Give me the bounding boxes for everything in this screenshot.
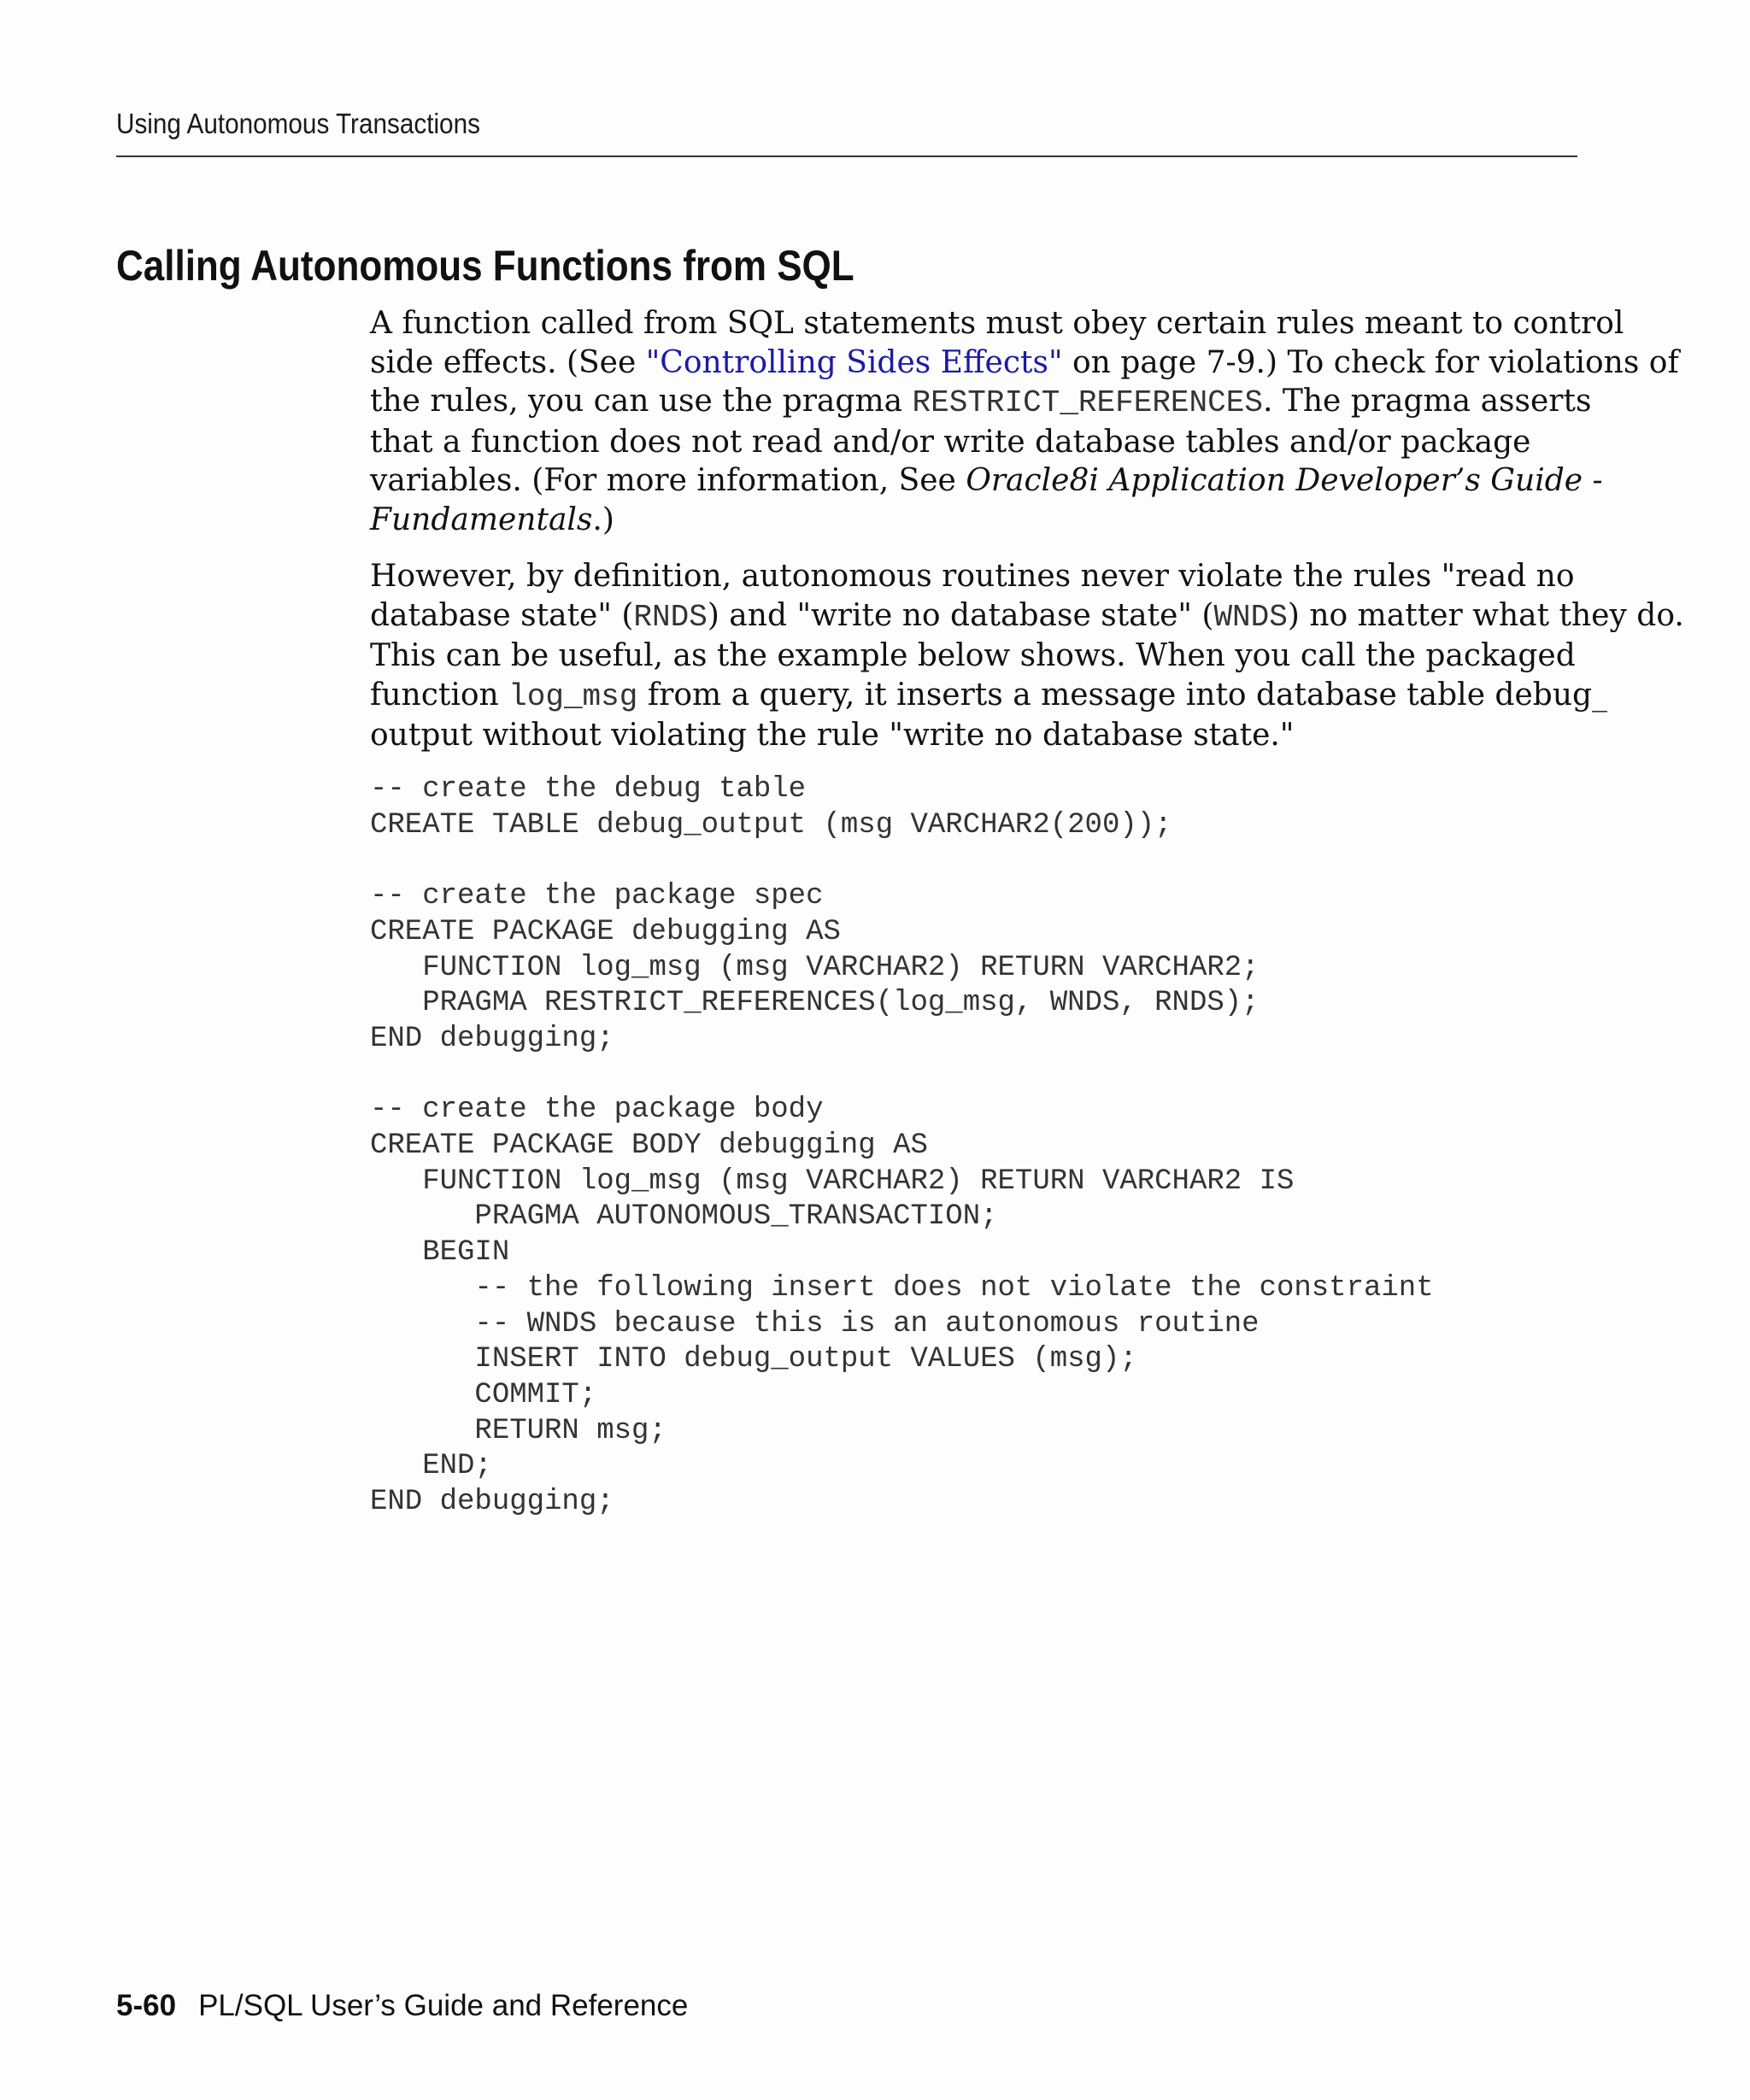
text-run: . The pragma asserts (1262, 384, 1592, 419)
autonomous-rules-paragraph (370, 557, 1684, 755)
text-run: A function called from SQL statements must obey certain rules meant to control (370, 306, 1624, 341)
text-run: on page 7-9.) To check for violations of (1062, 344, 1679, 380)
paragraph-line (370, 423, 1583, 462)
paragraph-line (370, 304, 1624, 343)
page-number: 5-60 (116, 1989, 177, 2022)
paragraph-line (370, 461, 1603, 501)
inline-code-rnds: RNDS (633, 599, 708, 635)
paragraph-line (370, 343, 1679, 383)
text-run: from a query, it inserts a message into database table debug_ (637, 677, 1608, 713)
text-run: ) and "write no database state" ( (707, 597, 1214, 633)
paragraph-line (370, 716, 1583, 755)
inline-code-restrict-references: RESTRICT_REFERENCES (912, 385, 1263, 420)
paragraph-line (370, 596, 1684, 637)
header-rule (116, 155, 1577, 157)
text-run: the rules, you can use the pragma (370, 384, 913, 419)
intro-paragraph (370, 304, 1679, 539)
text-run: ) no matter what they do. (1287, 597, 1684, 633)
text-run: output without violating the rule "write no database state." (370, 718, 1295, 753)
paragraph-line (370, 636, 1583, 676)
text-run: database state" ( (370, 597, 634, 633)
paragraph-line (370, 557, 1583, 596)
running-header: Using Autonomous Transactions (116, 108, 480, 139)
text-run: function (370, 677, 509, 713)
paragraph-line (370, 501, 1583, 540)
text-run: that a function does not read and/or write database tables and/or package (370, 424, 1531, 460)
book-title: PL/SQL User’s Guide and Reference (198, 1989, 689, 2022)
text-run: However, by definition, autonomous routines never violate the rules "read no (370, 559, 1575, 594)
text-run: variables. (For more information, See (370, 463, 966, 498)
paragraph-line (370, 382, 1592, 423)
text-run: .) (592, 502, 614, 537)
text-run: side effects. (See (370, 344, 646, 380)
book-reference: Oracle8i Application Developer’s Guide - (966, 463, 1603, 498)
paragraph-line (370, 676, 1608, 717)
inline-code-log-msg: log_msg (508, 678, 638, 714)
book-reference-cont: Fundamentals (370, 502, 593, 537)
section-title: Calling Autonomous Functions from SQL (116, 242, 854, 290)
inline-code-wnds: WNDS (1213, 599, 1288, 635)
controlling-side-effects-link[interactable]: "Controlling Sides Effects" (645, 344, 1063, 380)
text-run: This can be useful, as the example below shows. When you call the packaged (370, 638, 1576, 673)
page-footer (116, 1989, 688, 2023)
code-example: -- create the debug table CREATE TABLE debug_output (msg VARCHAR2(200)); -- create the package spec CREATE PACKAGE debugging AS FUNCTION log_msg (msg VARCHAR2) RETURN VARCHAR2; PRAGMA RESTRICT_REFERENCES(log_msg, WNDS, RNDS); END debugging; -- create the package body CREATE PACKAGE BODY debugging AS FUNCTION log_msg (msg VARCHAR2) RETURN VARCHAR2 IS PRAGMA AUTONOMOUS_TRANSACTION; BEGIN -- the following insert does not violate the constraint -- WNDS because this is an autonomous routine INSERT INTO debug_output VALUES (msg); COMMIT; RETURN msg; END; END debugging; (370, 773, 1434, 1519)
